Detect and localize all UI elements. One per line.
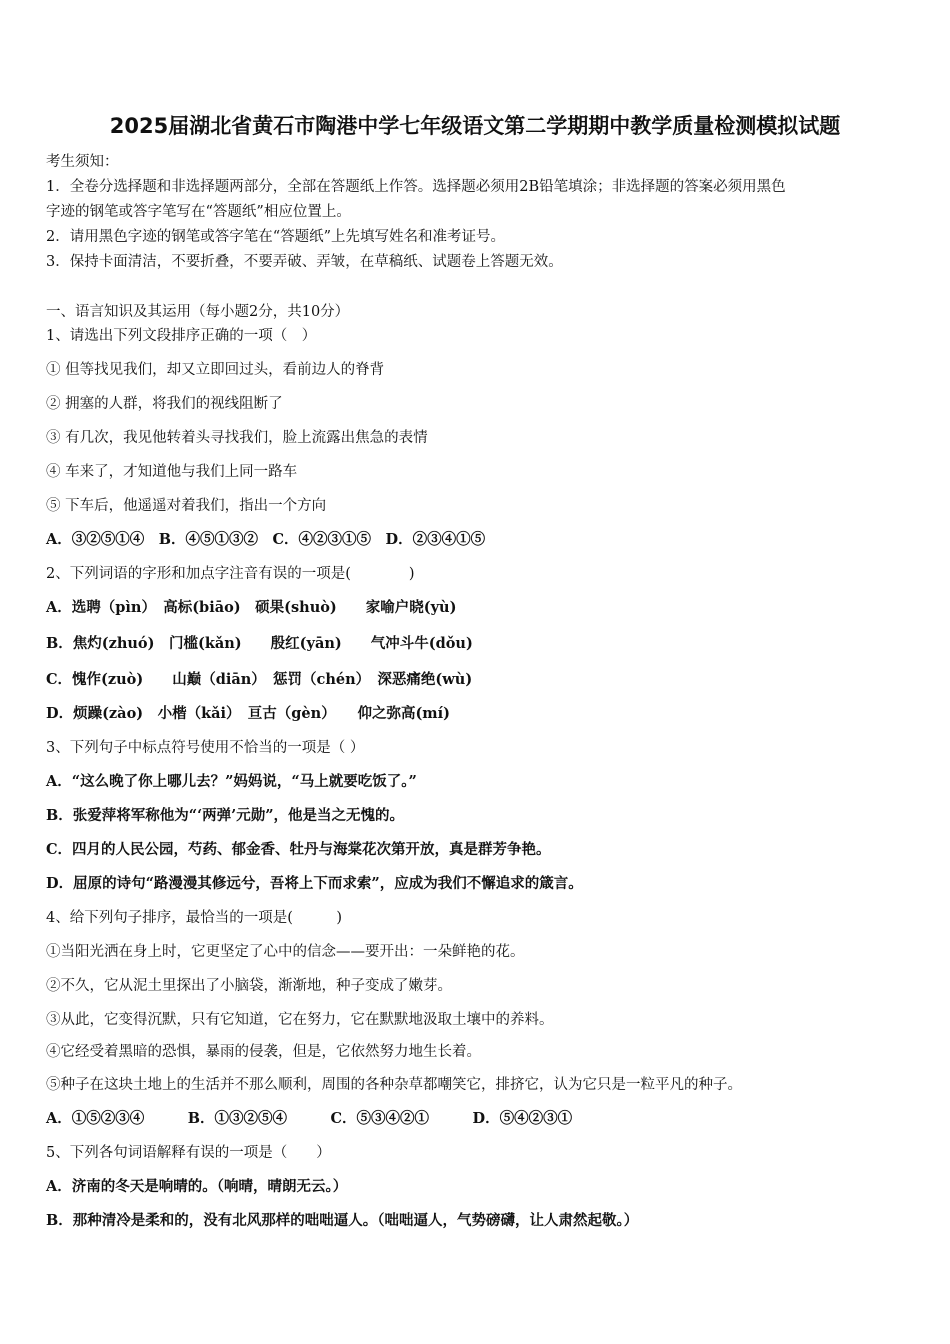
sentence-item: ② 拥塞的人群，将我们的视线阻断了: [46, 396, 283, 412]
section-heading: 一、语言知识及其运用（每小题2分，共10分）: [46, 304, 350, 320]
answer-option: D．屈原的诗句“路漫漫其修远兮，吾将上下而求索”，应成为我们不懈追求的箴言。: [46, 875, 583, 892]
question-stem: 2、下列词语的字形和加点字注音有误的一项是( ): [46, 566, 415, 582]
answer-option: A．济南的冬天是响晴的。（响晴，晴朗无云。）: [46, 1178, 348, 1195]
answer-option: B．焦灼(zhuó) 门槛(kǎn) 殷红(yān) 气冲斗牛(dǒu): [46, 635, 473, 652]
answer-option: B．张爱萍将军称他为“‘两弹’元勋”，他是当之无愧的。: [46, 807, 405, 824]
answer-option: C．愧作(zuò) 山巅（diān） 惩罚（chén） 深恶痛绝(wù): [46, 671, 473, 688]
sentence-item: ③从此，它变得沉默，只有它知道，它在努力，它在默默地汲取土壤中的养料。: [46, 1012, 554, 1028]
notice-heading: 考生须知：: [46, 154, 119, 170]
sentence-item: ③ 有几次，我见他转着头寻找我们，脸上流露出焦急的表情: [46, 430, 428, 446]
answer-option: A．选聘（pìn） 高标(biāo) 硕果(shuò) 家喻户晓(yù): [46, 599, 457, 616]
sentence-item: ⑤ 下车后，他遥遥对着我们，指出一个方向: [46, 498, 327, 514]
answer-options: A．③②⑤①④ B．④⑤①③② C．④②③①⑤ D．②③④①⑤: [46, 531, 486, 548]
notice-item: 2．请用黑色字迹的钢笔或答字笔在“答题纸”上先填写姓名和准考证号。: [46, 229, 506, 245]
answer-option: C．四月的人民公园，芍药、郁金香、牡丹与海棠花次第开放，真是群芳争艳。: [46, 841, 551, 858]
answer-option: B．那种清冷是柔和的，没有北风那样的咄咄逼人。（咄咄逼人，气势磅礴，让人肃然起敬。）: [46, 1212, 639, 1229]
question-stem: 5、下列各句词语解释有误的一项是（ ）: [46, 1145, 331, 1161]
sentence-item: ① 但等找见我们，却又立即回过头，看前边人的脊背: [46, 362, 385, 378]
notice-item: 3．保持卡面清洁，不要折叠，不要弄破、弄皱，在草稿纸、试题卷上答题无效。: [46, 254, 563, 270]
notice-item: 1．全卷分选择题和非选择题两部分，全部在答题纸上作答。选择题必须用2B铅笔填涂；非选择题的答案必须用黑色: [46, 179, 786, 195]
answer-option: A．“这么晚了你上哪儿去？”妈妈说，“马上就要吃饭了。”: [46, 773, 417, 790]
answer-option: D．烦躁(zào) 小楷（kǎi） 亘古（gèn） 仰之弥高(mí): [46, 705, 451, 722]
question-stem: 3、下列句子中标点符号使用不恰当的一项是（ ）: [46, 740, 365, 756]
notice-item: 字迹的钢笔或答字笔写在“答题纸”相应位置上。: [46, 204, 351, 220]
page-title: 2025届湖北省黄石市陶港中学七年级语文第二学期期中教学质量检测模拟试题: [109, 114, 841, 138]
answer-options: A．①⑤②③④ B．①③②⑤④ C．⑤③④②① D．⑤④②③①: [46, 1110, 573, 1127]
question-stem: 4、给下列句子排序，最恰当的一项是( ): [46, 910, 343, 926]
sentence-item: ④ 车来了，才知道他与我们上同一路车: [46, 464, 298, 480]
sentence-item: ②不久，它从泥土里探出了小脑袋，渐渐地，种子变成了嫩芽。: [46, 978, 452, 994]
question-stem: 1、请选出下列文段排序正确的一项（ ）: [46, 328, 317, 344]
sentence-item: ①当阳光洒在身上时，它更坚定了心中的信念——要开出：一朵鲜艳的花。: [46, 944, 525, 960]
sentence-item: ⑤种子在这块土地上的生活并不那么顺利，周围的各种杂草都嘲笑它，排挤它，认为它只是一粒平凡的种子。: [46, 1077, 742, 1093]
sentence-item: ④它经受着黑暗的恐惧，暴雨的侵袭，但是，它依然努力地生长着。: [46, 1044, 481, 1060]
